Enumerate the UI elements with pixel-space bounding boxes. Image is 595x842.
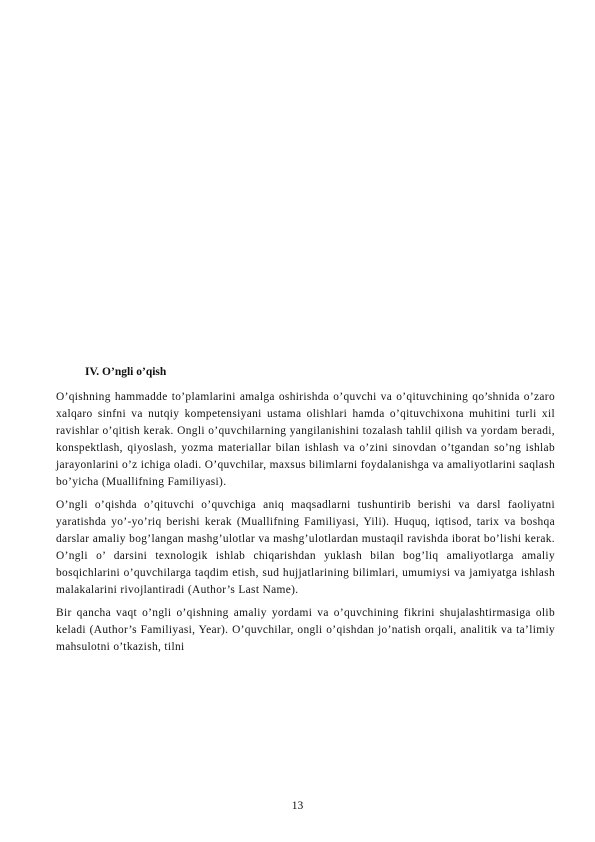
paragraph-3: Bir qancha vaqt o’ngli o’qishning amaliy yordami va o’quvchining fikrini shujalashtirmasiga olib keladi (Author’s Familiyasi, Year). O’quvchilar, ongli o’qishdan jo’natish orqali, analitik va ta’limiy mahsulotni o’tkazish, tilni	[56, 607, 555, 653]
paragraph-1: O’qishning hammadde to’plamlarini amalga oshirishda o’quvchi va o’qituvchining qo’shnida o’zaro xalqaro sinfni va nutqiy kompetensiyani ustama olishlari hamda o’qituvchixona muhitini turli xil ravishlar o’qitish kerak. Ongli o’quvchilarning yangilanishini tozalash tahlil qilish va yordam beradi, konspektlash, qiyoslash, yozma materiallar bilan ishlash va o’zini sinovdan o’tgandan so’ng ishlab jarayonlarini o’z ichiga oladi. O’quvchilar, maxsus bilimlarni foydalanishga va amaliyotlarini saqlash bo’yicha (Muallifning Familiyasi).	[56, 391, 555, 488]
document-body	[56, 364, 555, 662]
page-number: 13	[291, 800, 304, 812]
section-heading: IV. O’ngli o’qish	[85, 366, 167, 378]
paragraph-2: O’ngli o’qishda o’qituvchi o’quvchiga aniq maqsadlarni tushuntirib berishi va darsl faoliyatni yaratishda yo’-yo’riq berishi kerak (Muallifning Familiyasi, Yili). Huquq, iqtisod, tarix va boshqa darslar amaliy bog’langan mashg’ulotlar va mashg’ulotlardan mustaqil ravishda iborat bo’lishi kerak. O’ngli o’ darsini texnologik ishlab chiqarishdan yuklash bilan bog’liq amaliyotlarga amaliy bosqichlarini o’quvchilarga taqdim etish, sud hujjatlarining bilimlari, umumiysi va jamiyatga ishlash malakalarini rivojlantiradi (Author’s Last Name).	[56, 499, 555, 596]
